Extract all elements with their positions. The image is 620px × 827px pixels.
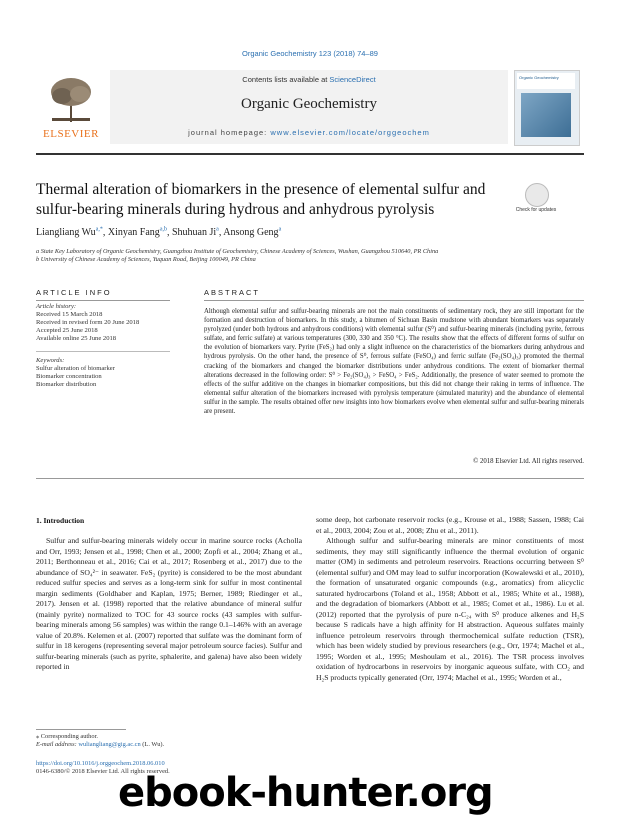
journal-cover[interactable]	[514, 70, 580, 146]
journal-masthead	[36, 70, 584, 148]
journal-reference[interactable]: Organic Geochemistry 123 (2018) 74–89	[242, 49, 378, 58]
article-info-heading: ARTICLE INFO	[36, 288, 112, 297]
issn-line: 0146-6380/© 2018 Elsevier Ltd. All rights reserved.	[36, 768, 170, 775]
homepage-link[interactable]: www.elsevier.com/locate/orggeochem	[270, 128, 430, 137]
contents-prefix: Contents lists available at	[242, 75, 330, 84]
article-title: Thermal alteration of biomarkers in the presence of elemental sulfur and sulfur-bearing minerals during hydrous and anhydrous pyrolysis	[36, 181, 486, 218]
introduction-heading: 1. Introduction	[36, 516, 85, 525]
history-item: Received 15 March 2018	[36, 311, 103, 318]
footnote	[36, 733, 306, 749]
paragraph: Sulfur and sulfur-bearing minerals widely occur in marine source rocks (Acholla and Orr, 1993; Jensen et al., 1998; Chen et al., 2000; Zopfi et al., 2004; Zhang et al., 2011; Berthonneau et al., 2016; Cai et al., 2017; Rosenberg et al., 2017) due to the abundance of SO₄²⁻ in seawater. FeS₂ (pyrite) is considered to be the most abundant reduced sulfur species and serves as a long-term sink for sulfur in most continental margin sediments (Goldhaber and Kaplan, 1975; Berner, 1989; Riedinger et al., 2017). Jensen et al. (1998) reported that the relative abundance of mineral sulfur (mainly pyrite) normalized to TOC for 43 source rocks (43 samples with sulfur-bearing minerals among 56 samples) was within the range 0.1–146% with an average value of 20.8%. Kelemen et al. (2007) reported that sulfate was the dominant form of sulfur in 18 kerogens (representing several major petroleum source facies). Sulfur and sulfur-bearing minerals (such as pyrite, sphalerite, and galena) have also been widely reported in	[36, 536, 302, 671]
history-item: Received in revised form 20 June 2018	[36, 319, 140, 326]
keyword: Biomarker distribution	[36, 381, 97, 388]
masthead-banner	[110, 70, 508, 144]
affiliation-a: a State Key Laboratory of Organic Geochemistry, Guangzhou Institute of Geochemistry, Chinese Academy of Sciences, Wushan, Guangzhou 510640, PR China	[36, 248, 439, 255]
abstract-copyright: © 2018 Elsevier Ltd. All rights reserved.	[473, 458, 584, 465]
affiliation-b: b University of Chinese Academy of Sciences, Yuquan Road, Beijing 100049, PR China	[36, 256, 256, 263]
paragraph: some deep, hot carbonate reservoir rocks (e.g., Krouse et al., 1988; Sassen, 1988; Cai et al., 2003, 2004; Zou et al., 2008; Zhu et al., 2011).	[316, 515, 584, 535]
doi-link[interactable]: https://doi.org/10.1016/j.orggeochem.2018.06.010	[36, 760, 165, 767]
keyword: Biomarker concentration	[36, 373, 102, 380]
abstract-text: Although elemental sulfur and sulfur-bearing minerals are not the main constituents of sedimentary rock, they are still important for the formation and destruction of biomarkers. In this study, a bitumen of Sichuan Basin mudstone with abundant biomarkers was separately pyrolyzed (under both hydrous and anhydrous conditions) with elemental sulfur (S⁰) and sulfur-bearing minerals (including pyrite, ferrous sulfate, and ferric sulfate) at various temperatures (300, 330 and 350 °C). The results show that the effects of different forms of sulfur on the evolution of biomarkers vary. Pyrite (FeS₂) had only a slight influence on the characteristics of the biomarkers during anhydrous and hydrous pyrolysis. On the other hand, the presence of S⁰, ferrous sulfate (FeSO₄) and ferric sulfate (Fe₂(SO₄)₃) promoted the thermal cracking of the biomarkers and changed the biomarker distributions under anhydrous conditions. The extent of biomarker thermal alterations decreased in the following order: S⁰ > Fe₂(SO₄)₃ > FeSO₄ > FeS₂. Additionally, the presence of water seemed to promote the effects of the sulfur additive on the changes in biomarker compositions, but this did not change their raking in terms of influence. The elemental sulfur alteration of the biomarkers increased with pyrolysis temperature (simulated maturity) and the abundance of elemental sulfur in the sample. The results obtained offer new insights into how biomarkers evolve when elemental sulfur and sulfur-bearing minerals are present.	[204, 308, 584, 416]
check-for-updates-badge[interactable]	[515, 183, 557, 225]
history-label: Article history:	[36, 303, 77, 310]
badge-label: Check for updates	[515, 207, 557, 213]
elsevier-logo[interactable]	[36, 70, 106, 142]
author-list	[36, 227, 281, 238]
email-label: E-mail address:	[36, 741, 79, 748]
contents-line	[110, 75, 508, 84]
check-updates-icon	[525, 183, 549, 207]
abstract-heading: ABSTRACT	[204, 288, 261, 297]
header-divider	[36, 153, 584, 155]
abstract-bottom-divider	[36, 478, 584, 479]
cover-image	[521, 93, 571, 137]
paragraph: Although sulfur and sulfur-bearing minerals are minor constituents of most sediments, they may still significantly influence the thermal evolution of organic matter (OM) in sediments and petroleum reservoirs. Reactions occurring between S⁰ (elemental sulfur) and OM may lead to sulfur incorporation (Kowalewski et al., 2010), the formation of unsaturated organic compounds (e.g., aromatics) from alicyclic saturated hydrocarbons (Toland et al., 1958; Abbott et al., 1985; White et al., 1988), and the degradation of biomarkers (Abbott et al., 1985; Comet et al., 1986). Lu et al. (2012) reported that the pyrolysis of pure n-C₂₄ with S⁰ produce alkenes and H₂S because S radicals have a high affinity for H abstraction. Aqueous sulfates mainly influence petroleum reservoirs through thermochemical sulfate reduction (TSR), which has been widely studied by previous researchers (e.g., Orr, 1974; Machel et al., 1995; Worden et al., 1995; Meshoulam et al., 2016). The TSR process involves oxidation of hydrocarbons in reservoirs by inorganic aqueous sulfate, with CO₂ and H₂S products typically generated (Orr, 1974; Machel et al., 1995; Worden et al.,	[316, 536, 584, 682]
history-item: Accepted 25 June 2018	[36, 327, 98, 334]
author[interactable]: Ansong Geng$^a$	[223, 227, 282, 239]
author[interactable]: Shuhuan Ji$^a$,	[171, 227, 224, 239]
keyword: Sulfur alteration of biomarker	[36, 365, 115, 372]
tree-icon	[44, 74, 98, 124]
keywords-divider	[36, 351, 170, 353]
keywords-label: Keywords:	[36, 357, 65, 364]
abstract-divider	[204, 300, 584, 301]
author[interactable]: Xinyan Fang$^{a,b}$,	[107, 227, 172, 239]
watermark: ebook-hunter.org	[118, 770, 493, 816]
article-info-divider	[36, 300, 170, 301]
cover-title: Organic Geochemistry	[517, 73, 575, 89]
body-column-right	[316, 515, 584, 683]
email-line	[36, 741, 306, 749]
journal-homepage	[110, 128, 508, 137]
journal-name: Organic Geochemistry	[241, 96, 377, 112]
corresponding-author-note: ⁎ Corresponding author.	[36, 733, 98, 740]
email-link[interactable]: wuliangliang@gig.ac.cn	[78, 741, 141, 748]
homepage-prefix: journal homepage:	[188, 128, 271, 137]
article-info	[36, 303, 170, 389]
author[interactable]: Liangliang $Wu^{a,*}$,	[36, 227, 108, 239]
sciencedirect-link[interactable]: ScienceDirect	[329, 75, 376, 84]
footnote-divider	[36, 729, 126, 730]
email-suffix: (L. Wu).	[140, 741, 165, 748]
publisher-logo-text: ELSEVIER	[43, 128, 99, 140]
body-column-left	[36, 536, 302, 673]
history-item: Available online 25 June 2018	[36, 335, 117, 342]
